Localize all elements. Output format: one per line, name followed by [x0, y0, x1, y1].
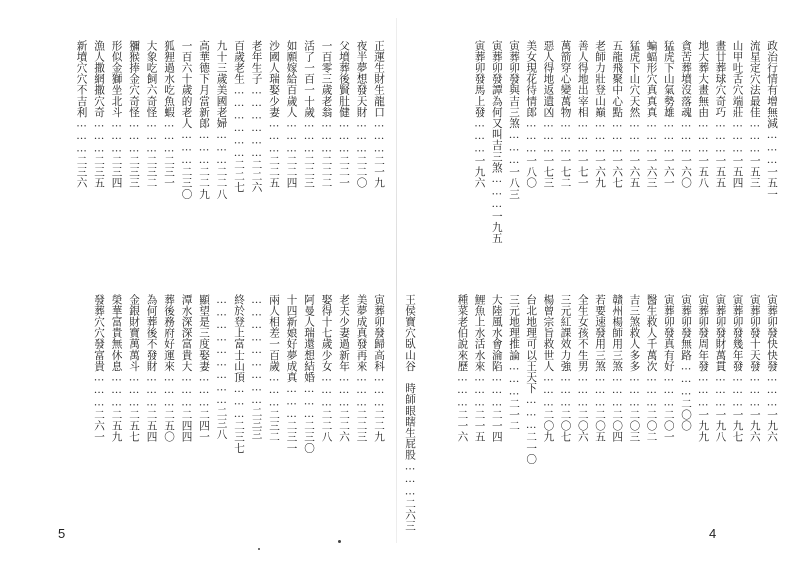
toc-entry: 娶得十七歲少女………二二八 [320, 294, 333, 443]
toc-entry: 寅葬卯發無路………二〇〇 [680, 294, 692, 432]
toc-entry: 獼猴捧金穴奇怪………二三三 [128, 40, 140, 189]
toc-entry: 種菜老伯說來歷………二一六 [456, 294, 469, 443]
toc-entry: 一百零三歲老翁………二二二 [320, 40, 333, 189]
toc-entry: 美夢成真發再來………二二三 [355, 294, 368, 443]
toc-entry: 高華德下月當新郎………二二九 [198, 40, 210, 200]
toc-entry: 寅葬卯發財萬貫………一九八 [714, 294, 727, 443]
toc-entry: 楊曾宗旨救世人………二〇九 [542, 294, 555, 443]
toc-entry: 老夫少妻過新年………二二六 [338, 294, 350, 443]
toc-entry: 寅葬卯發周年發………一九九 [697, 294, 710, 443]
toc-entry: 美女現花待情郎………一八〇 [525, 40, 538, 189]
toc-entry: 阿曼人瑞還想結婚………二三〇 [303, 294, 315, 454]
toc-entry: 漁人撒網撒穴奇………二三五 [93, 40, 105, 189]
page-number-left: 5 [58, 526, 66, 541]
right-page [397, 0, 793, 561]
toc-entry: 九十三歲美國老婦………二二八 [215, 40, 228, 200]
toc-entry: 老師力壯登山巔………一六九 [594, 40, 606, 189]
toc-entry: 台北地理可以王天下………二一〇 [525, 294, 538, 465]
toc-entry: 三元紅課效力強………二〇七 [559, 294, 572, 443]
toc-entry: 如願嫁給百歲人………二二四 [285, 40, 298, 189]
toc-entry: 寅葬卯發十天發………一九六 [748, 294, 761, 443]
toc-entry: 猛虎下山穴天然………一六五 [628, 40, 641, 189]
page-number-right: 4 [709, 526, 717, 541]
toc-entry: 正運生財生龍口………二一九 [373, 40, 385, 189]
toc-entry: 寅葬卯發歸高科………二二九 [373, 294, 385, 443]
toc-entry: 寅葬卯發真有好………二〇一 [662, 294, 675, 443]
toc-entry: 三元地理推論………二一二 [508, 294, 520, 432]
toc-entry: 蝙蝠形穴真真真………一六三 [645, 40, 658, 189]
toc-entry: 五龍飛聚中心點………一六七 [611, 40, 624, 189]
toc-entry: 善人得地出宰相………一七一 [576, 40, 589, 189]
toc-entry: 活了一百一十歲………二二三 [303, 40, 315, 189]
toc-entry: 形似金獅坐北斗………二三四 [110, 40, 123, 189]
toc-entry: 狐狸過水吃魚蝦………二三一 [163, 40, 175, 189]
toc-entry: 寅葬卯發快快發………一九六 [766, 294, 778, 443]
toc-entry: 畫廿葬球穴奇巧………一五五 [714, 40, 727, 189]
toc-entry: 夜半夢想發天財………二二〇 [355, 40, 368, 189]
toc-entry: 猛虎下山氣勢雄………一六一 [662, 40, 675, 189]
toc-entry: 一百六十歲的老人………二三〇 [180, 40, 193, 200]
toc-entry: 為何葬後不發財………二五四 [145, 294, 158, 443]
toc-entry: 父墳葬後賢肚健………二二一 [338, 40, 350, 189]
toc-entry: 金銀財寶萬萬斗………二五七 [128, 294, 140, 443]
toc-entry: 發葬穴穴發富貴………二六一 [93, 294, 105, 443]
print-speck [338, 540, 341, 543]
toc-entry: 若要速發用三煞………二〇五 [594, 294, 606, 443]
toc-entry: 寅葬卯發譚為何又叫吉三煞………一九五 [490, 40, 503, 244]
toc-entry: ………………………二三三 [250, 294, 263, 440]
toc-entry-side: 王侯寶穴臥山谷 時師眼瞎生屁股………二六三 [404, 294, 416, 532]
toc-entry: 大象吃飼六奇怪………二三二 [145, 40, 158, 189]
print-speck [258, 548, 260, 550]
toc-entry: 地大葬大畫無由………一五八 [697, 40, 710, 189]
toc-entry: 萬箭穿心變萬物………一七二 [559, 40, 572, 189]
toc-entry: 寅葬卯發與吉三煞………一八三 [508, 40, 520, 200]
toc-entry: 山甲吐舌穴端莊………一五四 [731, 40, 744, 189]
toc-entry: 榮華富貴無休息………二五九 [110, 294, 123, 443]
toc-entry: 大陸風水會淪陷………二一四 [490, 294, 503, 443]
toc-entry: 贛州楊師用三煞………二〇四 [611, 294, 624, 443]
toc-entry: 葬後務府好運來………二五〇 [163, 294, 175, 443]
toc-entry: 寅葬卯發幾年發………一九七 [731, 294, 744, 443]
toc-entry: 吉三煞救人多多………二〇三 [628, 294, 641, 443]
toc-entry: 顯望是三度娶妻………二四一 [198, 294, 210, 443]
toc-entry: 醫生救人千萬次………二〇二 [645, 294, 658, 443]
toc-entry: 寅葬卯發馬上發………一九六 [473, 40, 486, 189]
left-page [0, 0, 396, 561]
toc-entry: 全生女孩不生男………二〇六 [576, 294, 589, 443]
toc-entry: 潭水深深富貴大………二四四 [180, 294, 193, 443]
toc-entry: 惡人得地返遺凶………一七三 [542, 40, 555, 189]
toc-entry: 兩人相差一百歲………二三二 [268, 294, 280, 443]
toc-entry: 終於登上富士山頂………二三七 [233, 294, 245, 454]
toc-entry: 流星定穴法最佳………一五三 [748, 40, 761, 189]
toc-entry: 政治行情有增無減………一五一 [766, 40, 778, 200]
toc-entry: 老年生子………………二二六 [250, 40, 263, 193]
toc-entry: 沙國人瑞娶少妻………二二五 [268, 40, 280, 189]
toc-entry: 鯉魚上水活水來………二一五 [473, 294, 486, 443]
toc-entry: 貪苦葬墳沒落魂………一六〇 [680, 40, 692, 189]
toc-entry: 十四新娘好夢成真………二三一 [285, 294, 298, 454]
toc-entry: 新墳穴穴不吉利………二三六 [75, 40, 88, 189]
toc-entry: ………………………二三八 [215, 294, 228, 440]
toc-entry: 百歲老生………………二二七 [233, 40, 245, 193]
